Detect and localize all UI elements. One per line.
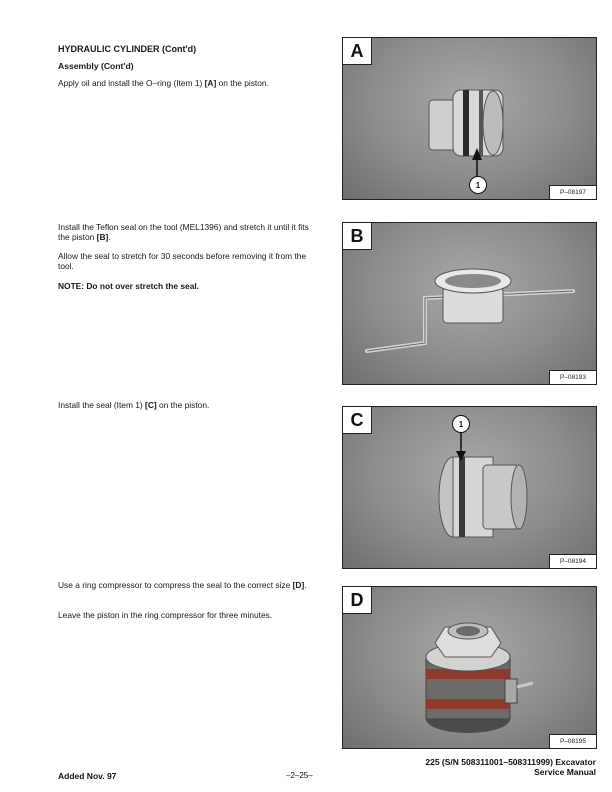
figure-ref-d: [D]	[292, 580, 305, 590]
callout-item-1: 1	[469, 176, 487, 194]
figure-a-code: P–08197	[549, 185, 596, 199]
figure-b-code: P–08193	[549, 370, 596, 384]
footer-model: 225 (S/N 508311001–508311999) Excavator	[425, 757, 596, 767]
figure-d-label: D	[343, 587, 372, 614]
section-title: HYDRAULIC CYLINDER (Cont'd)	[58, 44, 197, 54]
figure-c-label: C	[343, 407, 372, 434]
step-a-text: Apply oil and install the O–ring (Item 1) [A] on the piston.	[58, 78, 269, 88]
piston-seal-drawing	[343, 407, 597, 569]
step-d-wait-text: Leave the piston in the ring compressor for three minutes.	[58, 610, 273, 620]
figure-c-code: P–08194	[549, 554, 596, 568]
footer-manual-title	[425, 757, 596, 777]
figure-c-photo	[342, 406, 597, 569]
figure-b-photo	[342, 222, 597, 385]
page-number: –2–25–	[286, 771, 313, 780]
figure-d-code: P–08195	[549, 734, 596, 748]
figure-a-photo	[342, 37, 597, 200]
section-subtitle: Assembly (Cont'd)	[58, 61, 134, 71]
figure-d-photo	[342, 586, 597, 749]
seal-stretch-tool-drawing	[343, 223, 597, 385]
figure-ref-a: [A]	[204, 78, 217, 88]
figure-ref-c: [C]	[145, 400, 157, 410]
step-d-text: Use a ring compressor to compress the seal to the correct size [D].	[58, 580, 307, 590]
note-text: NOTE: Do not over stretch the seal.	[58, 281, 200, 291]
figure-b-label: B	[343, 223, 372, 250]
figure-a-label: A	[343, 38, 372, 65]
callout-item-1: 1	[452, 415, 470, 433]
piston-oring-drawing	[343, 38, 597, 200]
step-c-text: Install the seal (Item 1) [C] on the piston.	[58, 400, 210, 410]
figure-ref-b: [B]	[96, 232, 109, 242]
ring-compressor-drawing	[343, 587, 597, 749]
step-b-wait-text: Allow the seal to stretch for 30 seconds before removing it from the tool.	[58, 251, 307, 271]
step-b-text: Install the Teflon seal on the tool (MEL1396) and stretch it until it fits the piston [B].	[58, 222, 309, 242]
footer-manual: Service Manual	[534, 767, 596, 777]
footer-added-date: Added Nov. 97	[58, 771, 117, 781]
